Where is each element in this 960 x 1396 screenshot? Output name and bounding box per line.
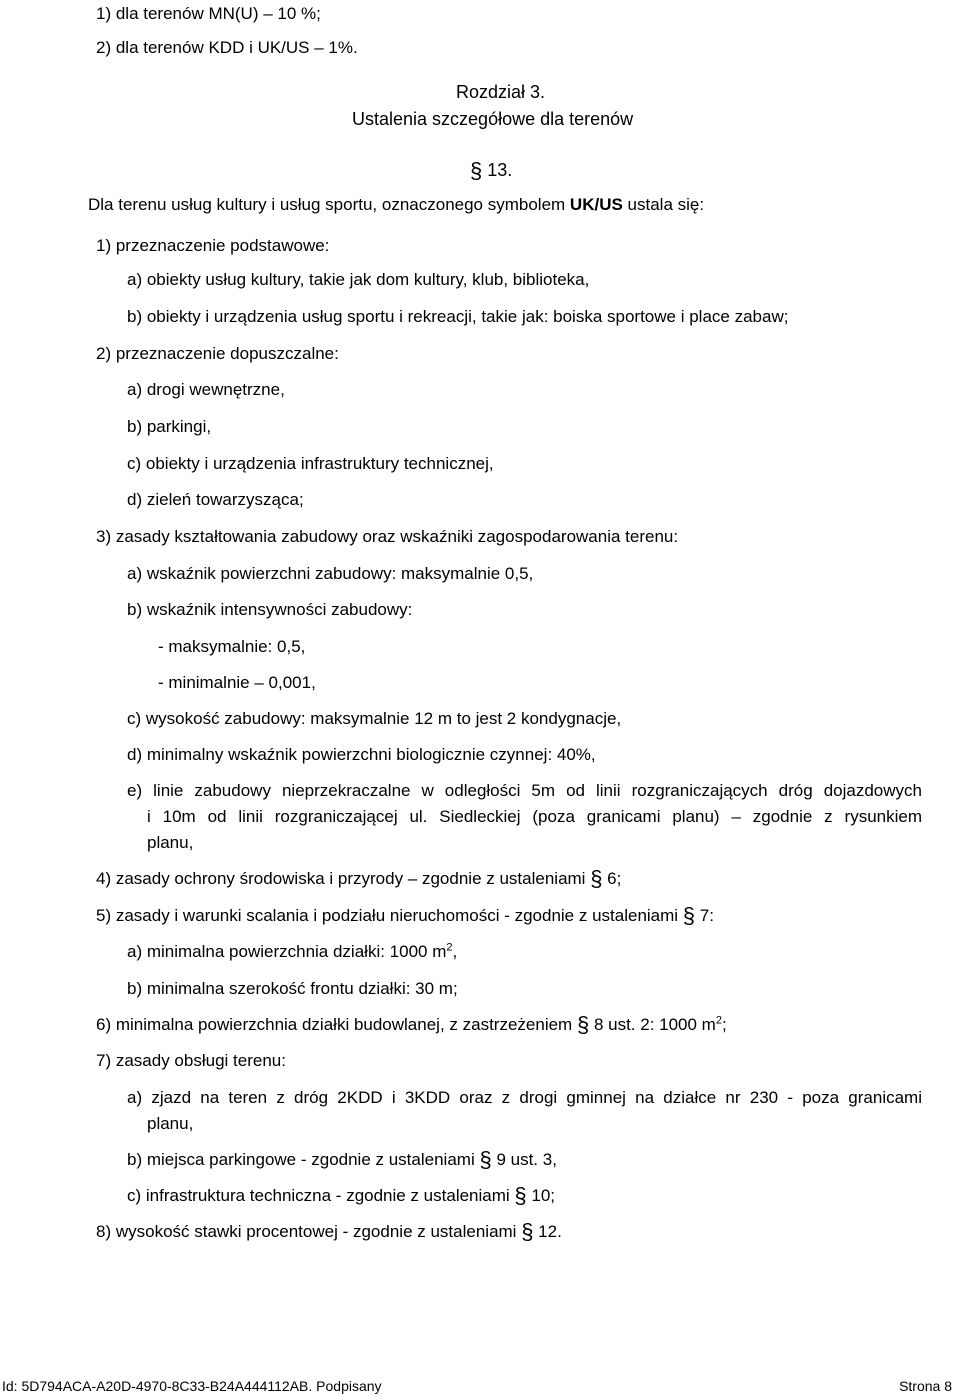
item-7-label: 7) zasady obsługi terenu: [96, 1051, 286, 1070]
item-1b: b) obiekty i urządzenia usług sportu i rekreacji, takie jak: boiska sportowe i place zabaw; [127, 307, 789, 326]
item-4: 4) zasady ochrony środowiska i przyrody – zgodnie z ustaleniami § 6; [96, 866, 622, 891]
chapter-title: Ustalenia szczegółowe dla terenów [352, 109, 634, 129]
chapter-number: Rozdział 3. [456, 82, 546, 102]
item-2c: c) obiekty i urządzenia infrastruktury technicznej, [127, 454, 494, 473]
section-sign: § [470, 158, 483, 183]
item-7a-line-1: a) zjazd na teren z dróg 2KDD i 3KDD oraz z drogi gminnej na działce nr 230 - poza granicami [127, 1088, 922, 1107]
item-3e-line-2: i 10m od linii rozgraniczającej ul. Siedleckiej (poza granicami planu) – zgodnie z rysunkiem [147, 807, 922, 826]
item-5b: b) minimalna szerokość frontu działki: 30 m; [127, 979, 458, 998]
item-3b: b) wskaźnik intensywności zabudowy: [127, 600, 413, 619]
item-7c: c) infrastruktura techniczna - zgodnie z ustaleniami § 10; [127, 1183, 556, 1208]
section-sign: § [514, 1183, 527, 1208]
item-3b-max: - maksymalnie: 0,5, [158, 637, 306, 656]
item-2b: b) parkingi, [127, 417, 212, 436]
prev-list-item-2: 2) dla terenów KDD i UK/US – 1%. [96, 38, 358, 57]
section-sign: § [521, 1219, 534, 1244]
section-sign: § [479, 1147, 492, 1172]
item-5: 5) zasady i warunki scalania i podziału nieruchomości - zgodnie z ustaleniami § 7: [96, 903, 714, 928]
item-7b: b) miejsca parkingowe - zgodnie z ustaleniami § 9 ust. 3, [127, 1147, 557, 1172]
item-3e-line-1: e) linie zabudowy nieprzekraczalne w odległości 5m od linii rozgraniczających dróg dojazdowych [127, 781, 922, 800]
section-sign: § [576, 1012, 590, 1037]
item-3a: a) wskaźnik powierzchni zabudowy: maksymalnie 0,5, [127, 564, 534, 583]
section-sign: § [682, 903, 696, 928]
section-sign: § [590, 866, 603, 891]
item-2d: d) zieleń towarzysząca; [127, 490, 304, 509]
section-number: 13. [487, 160, 513, 180]
item-6: 6) minimalna powierzchnia działki budowlanej, z zastrzeżeniem § 8 ust. 2: 1000 $m^2$; [96, 1012, 727, 1037]
item-3c: c) wysokość zabudowy: maksymalnie 12 m to jest 2 kondygnacje, [127, 709, 622, 728]
item-3d: d) minimalny wskaźnik powierzchni biologicznie czynnej: 40%, [127, 745, 596, 764]
section-heading [470, 160, 512, 181]
item-8: 8) wysokość stawki procentowej - zgodnie z ustaleniami § 12. [96, 1219, 562, 1244]
item-2-label: 2) przeznaczenie dopuszczalne: [96, 344, 339, 363]
item-3-label: 3) zasady kształtowania zabudowy oraz wskaźniki zagospodarowania terenu: [96, 527, 679, 546]
item-3e-line-3: planu, [147, 833, 194, 852]
item-1-label: 1) przeznaczenie podstawowe: [96, 236, 330, 255]
zone-symbol: UK/US [569, 195, 623, 214]
item-7a-line-2: planu, [147, 1114, 194, 1133]
footer-document-id: Id: 5D794ACA-A20D-4970-8C33-B24A444112AB. Podpisany [2, 1378, 382, 1394]
item-3b-min: - minimalnie – 0,001, [158, 673, 316, 692]
prev-list-item-1: 1) dla terenów MN(U) – 10 %; [96, 4, 321, 23]
item-2a: a) drogi wewnętrzne, [127, 380, 285, 399]
footer-page-number: Strona 8 [899, 1378, 952, 1394]
intro-paragraph: Dla terenu usług kultury i usług sportu, oznaczonego symbolem UK/US ustala się: [88, 195, 705, 214]
item-1a: a) obiekty usług kultury, takie jak dom kultury, klub, biblioteka, [127, 270, 590, 289]
item-5a: a) minimalna powierzchnia działki: 1000 $m^2$, [127, 941, 458, 961]
